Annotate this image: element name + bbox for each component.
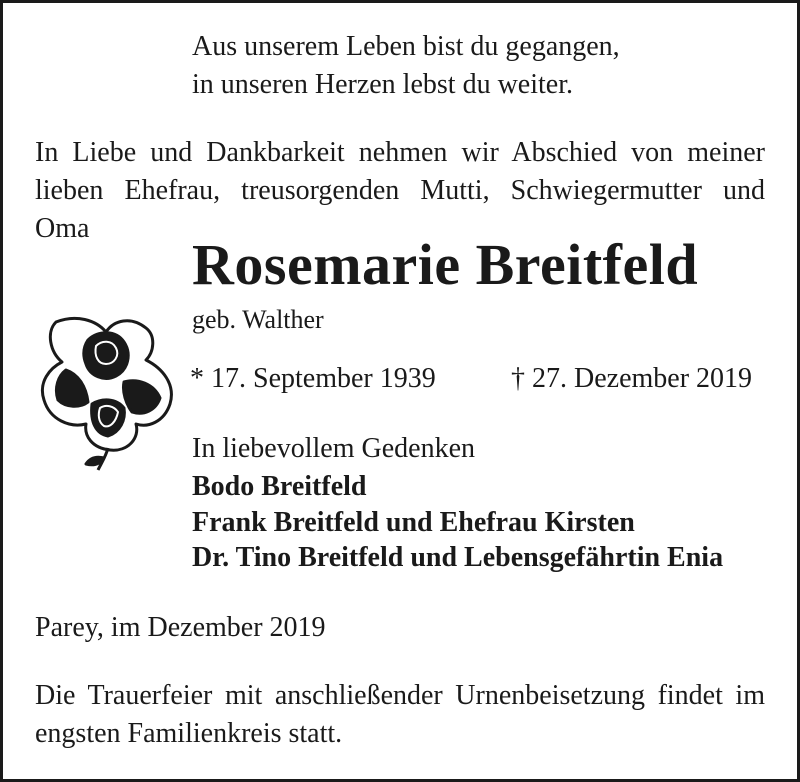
- intro-line-2: lieben Ehefrau, treusorgenden Mutti, Schwiegermutter und: [35, 175, 765, 206]
- verse-line-1: Aus unserem Leben bist du gegangen,: [192, 31, 620, 62]
- deceased-name: Rosemarie Breitfeld: [192, 232, 699, 297]
- verse: [192, 30, 620, 106]
- funeral-note-line-2: engsten Familienkreis statt.: [35, 718, 343, 749]
- mourner-3: Dr. Tino Breitfeld und Lebensgefährtin Enia: [192, 542, 724, 573]
- verse-line-2: in unseren Herzen lebst du weiter.: [192, 69, 573, 100]
- funeral-note-line-1: Die Trauerfeier mit anschließender Urnenbeisetzung findet im: [35, 680, 765, 711]
- mourner-2: Frank Breitfeld und Ehefrau Kirsten: [192, 507, 635, 538]
- memory-line: In liebevollem Gedenken: [192, 433, 476, 464]
- intro-line-3: Oma: [35, 213, 90, 244]
- mourner-1: Bodo Breitfeld: [192, 471, 367, 502]
- maiden-name: geb. Walther: [192, 305, 324, 334]
- place-date: Parey, im Dezember 2019: [35, 612, 326, 643]
- birth-date: * 17. September 1939: [190, 363, 436, 394]
- death-date: † 27. Dezember 2019: [511, 363, 753, 394]
- rose-icon: [36, 312, 186, 472]
- funeral-note: [35, 679, 765, 755]
- intro-line-1: In Liebe und Dankbarkeit nehmen wir Abschied von meiner: [35, 137, 765, 168]
